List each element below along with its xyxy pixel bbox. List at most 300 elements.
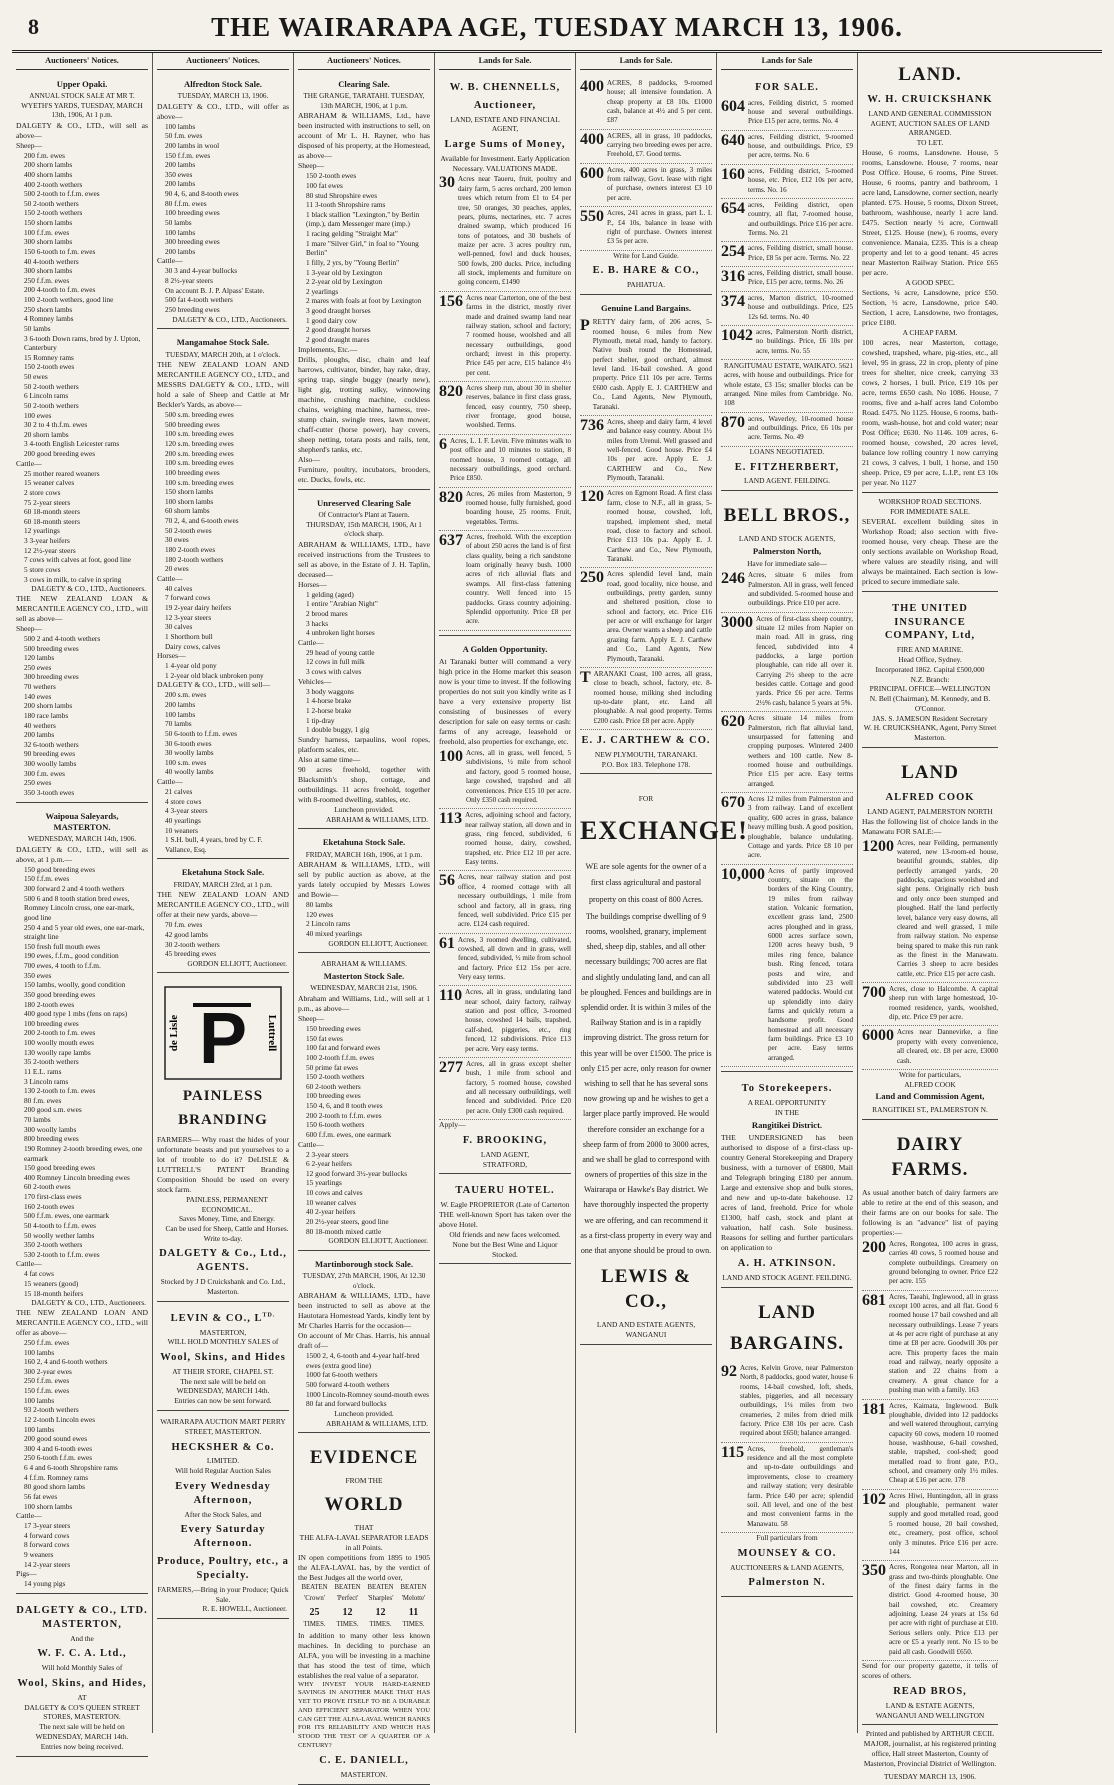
list-item: 500 s.m. breeding ewes: [165, 410, 234, 420]
ad-carthew: [580, 298, 712, 774]
acreage-number: 374: [721, 292, 745, 310]
list-item: 150 f.f.m. ewes: [24, 1386, 70, 1396]
listing-text: Acres, 241 acres in grass, part L. I. P., £4 10s, balance in lease with right of purchase. Owners interest £3 5s per acre.: [607, 209, 712, 246]
ad-alfred-cook: [862, 751, 998, 1120]
ad-text: MASTERTON,: [199, 1327, 247, 1337]
firm-name: W. F. C. A. Ltd.,: [37, 1648, 127, 1660]
list-item: 3 hacks: [306, 618, 329, 628]
land-listing-item: [439, 435, 571, 488]
listing-text: acres, Feilding district, small house. Price, £15 per acre, terms. No. 26: [748, 269, 853, 287]
list-item: 1 2-year old black unbroken pony: [165, 670, 264, 680]
ad-title: Rangitikei District.: [751, 1119, 823, 1130]
ad-subtitle: WEDNESDAY, MARCH 14th, 1906.: [27, 835, 137, 844]
ad-title: Land and Commission Agent,: [875, 1091, 985, 1102]
list-item: 400 2-tooth wethers: [24, 179, 83, 189]
ad-headline: To Storekeepers.: [741, 1083, 833, 1095]
list-item: 2 good draught mares: [306, 334, 370, 344]
ad-body: Send for our property gazette, it tells of scores of others.: [862, 1660, 998, 1680]
ad-signature: GORDON ELLIOTT, Auctioneer.: [187, 958, 287, 968]
page-number: 8: [28, 14, 39, 39]
acreage-number: 110: [439, 987, 463, 1005]
acreage-number: 820: [439, 488, 463, 506]
list-item: 80 18-month mixed cattle: [306, 1226, 382, 1236]
list-item: 50 prime fat ewes: [306, 1062, 359, 1072]
ad-headline: WORLD: [324, 1494, 404, 1516]
section-label: Sheep—: [16, 623, 43, 633]
listing-text: Acres, Taeahi, Inglewood, all in grass except 100 acres, and all flat. Good 6 roomed house 17 bail cowshed and all necessary outbuildings. Lease 7 years at 4s per acre right of purchase at any time at £8 per acre. Goodwill 30s per acre. This property faces the main road and railway, nearly opposite a station and 22 chains from a creamery. A great chance for a pushing man with a family. 163: [889, 1292, 998, 1395]
logo-letter: P: [198, 999, 248, 1080]
item-list: [16, 1338, 148, 1511]
list-item: 100 breeding ewes: [24, 1018, 79, 1028]
list-item: 160 2-tooth ewes: [24, 1201, 75, 1211]
table-cell: TIMES.: [369, 1620, 392, 1628]
ad-eketahuna: [157, 862, 289, 973]
ad-signature: DALGETY & CO., LTD., Auctioneers.: [172, 314, 287, 324]
ad-headline: EXCHANGE!: [580, 816, 748, 846]
ad-title: A Golden Opportunity.: [462, 643, 548, 654]
land-listing-item: [721, 292, 853, 326]
land-listing: [439, 747, 571, 1120]
list-item: 40 yearlings: [165, 815, 201, 825]
list-item: 3 good draught horses: [306, 306, 371, 316]
ad-text: P.O. Box 183. Telephone 178.: [601, 759, 691, 769]
ad-text: The next sale will be held on WEDNESDAY, MARCH 14th.: [176, 1376, 270, 1396]
list-item: 6 Lincoln rams: [24, 391, 69, 401]
list-item: 200 shorn lambs: [24, 701, 73, 711]
ad-text: WANGANUI: [625, 1330, 667, 1340]
list-item: 350 2-tooth wethers: [24, 1240, 83, 1250]
ad-text: None but the Best Wine and Liquor Stocked.: [452, 1239, 558, 1259]
list-item: 10 weaners: [165, 825, 199, 835]
land-listing-item: [721, 326, 853, 360]
land-listing-item: [721, 360, 853, 413]
ad-text: A GOOD SPEC.: [905, 278, 955, 288]
list-item: 2 yearlings: [306, 286, 339, 296]
item-list: [298, 648, 430, 677]
listing-text: Acres, sheep and dairy farm, 4 level and balance easy country. About 1½ miles from Urenui. Well grassed and well-fenced. Good house. Price £4 10s per acre. Apply E. J. CARTHEW and Co., New Plymouth, Taranaki.: [607, 417, 712, 483]
ad-signature: ABRAHAM & WILLIAMS, LTD.: [326, 814, 428, 824]
acreage-number: 102: [862, 1490, 886, 1508]
ad-headline: Wool, Skins, and Hides,: [17, 1678, 147, 1690]
list-item: 300 woolly lambs: [24, 759, 77, 769]
land-listing: [862, 1238, 998, 1661]
land-listing-item: [580, 316, 712, 416]
firm-name: ALFRED COOK: [885, 791, 975, 803]
ad-title: Waipoua Saleyards, MASTERTON.: [45, 810, 119, 832]
list-item: 8 2½-year steers: [165, 276, 214, 286]
list-item: 80 good shorn lambs: [24, 1482, 86, 1492]
land-listing: [439, 173, 571, 630]
section-label: Cattle—: [298, 1139, 324, 1149]
column-4: [435, 53, 576, 1733]
firm-name: A. H. ATKINSON.: [737, 1258, 837, 1270]
list-item: 4 forward cows: [24, 1530, 70, 1540]
column-header: Lands for Sale.: [580, 53, 712, 70]
ad-chennells: [439, 74, 571, 636]
ad-alfredton: [157, 74, 289, 329]
list-item: 300 breeding ewes: [165, 237, 220, 247]
table-cell: TIMES.: [303, 1620, 326, 1628]
list-item: 250 6-tooth f.f.m. ewes: [24, 1453, 93, 1463]
list-item: 30 2-tooth wethers: [165, 939, 220, 949]
land-listing-item: [580, 416, 712, 488]
land-listing-item: [580, 164, 712, 207]
ad-clearing-sale: [298, 74, 430, 490]
ad-body: ABRAHAM & WILLIAMS, LTD., have been instructed to sell as above at the Hautotara Homestead Yards, kindly lent by Mr Charles Harris for the occasion—: [298, 1291, 430, 1331]
ad-intro: DALGETY & CO., LTD., will sell as above—: [16, 120, 148, 140]
ad-text: W. Eagle PROPRIETOR (Late of Carterton: [440, 1200, 570, 1210]
ad-text: THAT: [354, 1523, 374, 1533]
list-item: 4 store cows: [165, 796, 202, 806]
list-item: 180 race lambs: [24, 710, 69, 720]
list-item: 12 2-tooth Lincoln ewes: [24, 1414, 96, 1424]
ad-waipoua-saleyards: [16, 806, 148, 1594]
list-item: 500 breeding ewes: [165, 419, 220, 429]
land-listing-item: [862, 1238, 998, 1291]
ad-signature: GORDON ELLIOTT, Auctioneer.: [328, 1236, 428, 1246]
list-item: 50 lambs: [24, 323, 51, 333]
listing-text: acres, Feilding district, open country, all flat, 7-roomed house, and outbuildings. Price £16 per acre. Terms. No. 21: [748, 200, 853, 237]
acreage-number: 820: [439, 383, 463, 401]
ad-text: Write for particulars,: [899, 1069, 961, 1079]
ad-subtitle: ANNUAL STOCK SALE AT MR T. WYETH'S YARDS, TUESDAY, MARCH 13th, 1906, At 1 p.m.: [21, 92, 143, 120]
list-item: 15 weaners (good): [24, 1279, 79, 1289]
imprint: Printed and published by ARTHUR CECIL MAJOR, journalist, at his registered printing office, Hall street Masterton, County of Masterton, Provincial District of Wellington.: [863, 1729, 997, 1768]
land-listing-item: [721, 242, 853, 267]
ad-text: A CHEAP FARM.: [902, 328, 958, 338]
ad-text: Head Office, Sydney.: [898, 655, 962, 665]
listing-text: Acres, close to Halcombe. A capital sheep run with large homestead, 10-roomed residence, yards, woolshed, dip, etc. Price £9 per acre.: [889, 985, 998, 1022]
item-list: [298, 900, 430, 939]
ad-intro: THE NEW ZEALAND LOAN & MERCANTILE AGENCY CO., LTD., will sell as above—: [16, 593, 148, 623]
list-item: 100 fat and forward ewes: [306, 1043, 381, 1053]
item-list: [157, 410, 289, 574]
list-item: 40 2-year heifers: [306, 1207, 356, 1217]
listing-text: ACRES, 8 paddocks, 9-roomed house; all intensive foundation. A cheap property at £8 10s. £1000 cash, balance at 4½ and 5 per cent. £87: [607, 78, 712, 125]
list-item: 2 Lincoln rams: [306, 919, 351, 929]
acreage-number: 620: [721, 713, 745, 731]
land-listing-item: [721, 712, 853, 793]
ad-headline: Auctioneer,: [473, 99, 537, 111]
list-item: 300 2-year ewes: [24, 1366, 72, 1376]
land-listing-item: [439, 934, 571, 987]
list-item: 500 2-tooth to f.f.m. ewes: [24, 189, 100, 199]
list-item: 150 shorn lambs: [165, 487, 214, 497]
list-item: 170 first-class ewes: [24, 1192, 82, 1202]
list-item: 200 f.m. ewes: [24, 150, 65, 160]
land-listing-item: [862, 1026, 998, 1069]
ad-headline: DAIRY FARMS.: [891, 1133, 969, 1180]
acreage-number: 120: [580, 488, 604, 506]
ad-painless-branding: [157, 976, 289, 1301]
listing-text: Acres, all in grass except shelter bush, 1 mile from school and factory, 5 roomed house, cowshed and all necessary outbuildings, well fenced and subdivided. Price £20 per acre. Only £300 cash required.: [466, 1059, 571, 1115]
section-label: Cattle—: [16, 1259, 42, 1269]
ad-storekeepers: [721, 1075, 853, 1288]
land-listing-item: [862, 837, 998, 983]
table-cell: 12: [375, 1606, 386, 1618]
list-item: 200 2-tooth to f.m. ewes: [24, 1028, 96, 1038]
list-item: 14 2-year steers: [24, 1559, 71, 1569]
acreage-number: 277: [439, 1058, 463, 1076]
list-item: 40 wethers: [24, 720, 56, 730]
land-listing: [721, 97, 853, 447]
land-listing-item: [721, 165, 853, 199]
listing-text: RANGITUMAU ESTATE, WAIKATO. 5621 acres, with house and outbuildings. Price for whole estate, £3 15s; smaller blocks can be arranged. Nine miles from Cambridge. No. 108: [724, 361, 853, 408]
ad-text: LAND, ESTATE AND FINANCIAL AGENT,: [450, 114, 560, 134]
ad-text: MASTERTON.: [340, 1770, 388, 1780]
ad-intro: THE NEW ZEALAND LOAN AND MERCANTILE AGENCY CO., LTD., will offer as above—: [16, 1307, 148, 1337]
acreage-number: 115: [721, 1443, 745, 1461]
acreage-number: 654: [721, 199, 745, 217]
ad-headline: Every Saturday Afternoon.: [180, 1524, 266, 1550]
list-item: 200 good sound ewes: [24, 1434, 88, 1444]
list-item: 3 3-year heifers: [24, 536, 70, 546]
ad-text: TO LET.: [916, 138, 944, 148]
list-item: 40 calves: [165, 583, 193, 593]
masthead: [12, 6, 1102, 53]
table-cell: 11: [408, 1606, 419, 1618]
ad-body: WE are sole agents for the owner of a first class agricultural and pastoral property on this coast of 800 Acres.: [585, 861, 707, 905]
list-item: 100 2-tooth wethers, good line: [24, 295, 114, 305]
firm-name: DALGETY & Co., Ltd., AGENTS.: [159, 1248, 287, 1274]
listing-text: acres, Feilding district, 5 roomed house and several outbuildings. Price £15 per acre, terms. No. 4: [748, 98, 853, 126]
column-6: [717, 53, 858, 1733]
ad-text: FOR IMMEDIATE SALE.: [890, 506, 970, 516]
list-item: Can be used for Sheep, Cattle and Horses.: [165, 1224, 289, 1234]
firm-name: [157, 1312, 289, 1326]
list-item: 4 fat cows: [24, 1269, 54, 1279]
acreage-number: 100: [439, 748, 463, 766]
acreage-number: 56: [439, 872, 455, 890]
listing-text: Acres, 26 miles from Masterton, 9 roomed house, fully furnished, good boarding house, 25 rooms. Fruit, vegetables. Terms.: [466, 489, 571, 526]
list-item: 60 2-tooth wethers: [306, 1081, 361, 1091]
land-listing-item: [580, 568, 712, 668]
list-item: 4 unbroken light horses: [306, 628, 375, 638]
ad-body: IN open competitions from 1895 to 1905 the ALFA-LAVAL has, by the verdict of the Best Judges all the world over,: [298, 1552, 430, 1582]
list-item: 250 shorn lambs: [24, 304, 73, 314]
ad-headline: BRANDING: [178, 1112, 268, 1129]
list-item: 100 lambs: [24, 1347, 55, 1357]
list-item: 180 2-tooth ewes: [165, 544, 216, 554]
ad-text: LAND & ESTATE AGENTS,: [885, 1700, 975, 1710]
list-item: 200 lambs: [165, 160, 196, 170]
list-item: 250 f.f.m. ewes: [24, 1337, 70, 1347]
land-listing-item: [439, 986, 571, 1058]
ad-text: Have for immediate sale—: [747, 559, 827, 569]
listing-text: Acres near Dannevirke, a fine property with every convenience, all cleared, etc. £8 per acre, £3000 cash.: [897, 1028, 998, 1065]
ad-text: FARMERS,—Bring in your Produce; Quick Sale.: [157, 1584, 289, 1604]
list-item: 20 2½-year steers, good line: [306, 1216, 389, 1226]
list-item: 300 4 and 6-tooth ewes: [24, 1443, 93, 1453]
list-item: 93 2-tooth wethers: [24, 1405, 79, 1415]
list-item: 2 3-year steers: [306, 1149, 349, 1159]
list-item: 75 2-year steers: [24, 497, 71, 507]
list-item: 100 lambs: [24, 1424, 55, 1434]
column-header: Auctioneers' Notices.: [16, 53, 148, 70]
ad-bell-bros: [721, 494, 853, 1072]
land-listing-item: [439, 382, 571, 435]
ad-body: Furniture, poultry, incubators, brooders, etc. Ducks, fowls, etc.: [298, 464, 430, 484]
list-item: 12 2½-year steers: [24, 545, 76, 555]
item-list: [157, 122, 289, 257]
listing-text: Acres on Egmont Road. A first class farm, close to N.F., all in grass, 5-roomed house, cowshed, loft, trapshed, implement shed, metal road, close to factory and school. Price £13 10s p.a. Apply E. J. Carthew and Co., New Plymouth, Taranaki.: [607, 489, 712, 563]
ad-text: Available for Investment. Early Application Necessary. VALUATIONS MADE.: [440, 153, 570, 173]
list-item: 100 shorn lambs: [24, 1501, 73, 1511]
ad-text: N.Z. Branch:: [910, 674, 950, 684]
ad-text: Full particulars from: [756, 1532, 818, 1542]
list-item: 120 lambs: [24, 653, 55, 663]
table-cell: 'Perfect': [336, 1594, 359, 1602]
list-item: 100 breeding ewes: [306, 1091, 361, 1101]
section-label: Cattle—: [157, 573, 183, 583]
land-listing-item: [721, 1362, 853, 1443]
land-listing-item: [439, 488, 571, 531]
ad-headline: EVIDENCE: [309, 1447, 419, 1469]
land-listing: [721, 569, 853, 1067]
list-item: 30 2 to 4 th.f.m. ewes: [24, 420, 88, 430]
newspaper-title: THE WAIRARAPA AGE, TUESDAY MARCH 13, 1906.: [211, 12, 903, 42]
acreage-number: 61: [439, 934, 455, 952]
ad-headline: LAND: [901, 761, 959, 783]
list-item: 500 breeding ewes: [24, 643, 79, 653]
list-item: 250 f.f.m. ewes: [24, 1376, 70, 1386]
list-item: 100 woolly mouth ewes: [24, 1038, 94, 1048]
list-item: 350 good breeding ewes: [24, 989, 96, 999]
ad-text: AT: [77, 1692, 87, 1702]
list-item: 1 black stallion "Lexington," by Berlin (imp.), dam Messenger mare (imp.): [306, 209, 420, 229]
acreage-number: P: [580, 317, 590, 335]
list-item: 150 good breeding ewes: [24, 864, 96, 874]
list-item: 50 2-tooth ewes: [165, 525, 212, 535]
list-item: 100 f.f.m. ewes: [24, 227, 70, 237]
section-label: Cattle—: [16, 458, 42, 468]
acreage-number: 550: [580, 208, 604, 226]
list-item: 250 ewes: [24, 778, 52, 788]
list-item: 200 lambs: [24, 730, 55, 740]
list-item: 1 tip-dray: [306, 715, 335, 725]
acreage-number: 1042: [721, 326, 753, 344]
list-item: 140 ewes: [24, 691, 52, 701]
list-item: 7 cows with calves at foot, good line: [24, 555, 131, 565]
firm-name: E. FITZHERBERT,: [734, 461, 840, 473]
section-label: Sheep—: [298, 161, 325, 171]
list-item: 200 lambs in wool: [165, 140, 220, 150]
listing-text: ARANAKI Coast, 100 acres, all grass, close to beach, school, factory, etc. 8-roomed house, milking shed including up-to-date plant, etc. Land all ploughable. A real good property. Terms £200 cash. Price £8 per acre. Apply: [593, 669, 712, 725]
section-label: Cattle—: [157, 256, 183, 266]
list-item: 70 lambs: [165, 719, 192, 729]
ad-subtitle: THE GRANGE, TARATAHI. TUESDAY, 13th MARCH, 1906, at 1 p.m.: [303, 92, 425, 110]
listing-text: Acres, near railway station and post office, 4 roomed cottage with all necessary outbuildings, 1 mile from school and factory, all in grass, ring fenced, well subdivided. Price £15 per acre. £124 cash required.: [458, 873, 571, 929]
item-list: [157, 1195, 289, 1234]
ad-body: Sections, ¼ acre, Lansdowne, price £50. Section, ½ acre, Lansdowne, price £40. Section, 1 acre, Lansdowne, two frontages, price £180.: [862, 287, 998, 328]
column-header: Lands for Sale.: [439, 53, 571, 70]
list-item: 80 lambs: [306, 900, 333, 910]
section-label: Also at same time—: [298, 754, 361, 764]
land-listing-item: [862, 1291, 998, 1400]
item-list: [157, 266, 289, 314]
list-item: 1 2-horse brake: [306, 705, 352, 715]
acreage-number: 870: [721, 413, 745, 431]
ad-body: Has the following list of choice lands in the Manawatu FOR SALE:—: [862, 816, 998, 836]
list-item: 15 Romney rams: [24, 352, 74, 362]
land-listing-item: [439, 1058, 571, 1120]
column-header: Lands for Sale: [721, 53, 853, 70]
list-item: 60 18-month steers: [24, 507, 80, 517]
list-item: 4 Romney lambs: [24, 314, 74, 324]
list-item: 50 woolly wether lambs: [24, 1230, 95, 1240]
list-item: 100 s.m. ewes: [165, 757, 207, 767]
list-item: 1 good dairy cow: [306, 315, 357, 325]
ad-body: THE well-known Sport has taken over the above Hotel.: [439, 1210, 571, 1230]
acreage-number: 637: [439, 532, 463, 550]
list-item: 400 Romney Lincoln breeding ewes: [24, 1172, 130, 1182]
ad-body: House, 6 rooms, Lansdowne. House, 5 rooms, Lansdowne. House, 7 rooms, near Post Office. House, 6 rooms, Pine Street. House, 6 rooms, pantry and bathroom, 1 acre land, Lansdowne, corner section, nearly planted. £75. House, 5 rooms, Dixon Street, bathroom, washhouse, nearly 1 acre land. £475. Section nearly ½ acre, Cornwall Street, £125. House (new), 6 rooms, every convenience. Manaia, £235. This is a cheap property and let to a good tenant. 45 acres near Masterton Railway Station. Price £65 per acre.: [862, 148, 998, 278]
column-1: [12, 53, 153, 1751]
ad-headline: BARGAINS.: [729, 1332, 845, 1354]
ad-text: Old friends and new faces welcomed.: [449, 1230, 561, 1240]
ad-body: 100 acres, near Masterton, cottage, cowshed, trapshed, whare, pig-sties, etc., all level, 95 in grass, 22 in crop, plenty of pine trees for shelter, nice creek, carrying 33 cows, 2 horses, 1 bull. Price, £19 10s per acre, terms £650 cash. No 1086. House, 7 rooms, five and a-half acres land Colombo Road. £475. No 1125. House, 6 rooms, bath-room, wash-house, hot and cold water; near Post Office; £630. No 1146. 109 acres, 6-roomed house, cowshed, 20 acres level, balance low rolling country 1 now carrying 21 cows, 3 calves, 1 bull, 1 horse, and 150 sheep. Price, £9 per acre, L.I.P., rent £3 10s per year. No 1127: [862, 337, 998, 488]
firm-name: DALGETY & CO., LTD. MASTERTON,: [16, 1604, 148, 1630]
ad-body: Abraham and Williams, Ltd., will sell at 1 p.m., as above—: [298, 993, 430, 1013]
ad-text: WORKSHOP ROAD SECTIONS.: [878, 497, 982, 507]
ad-title: Clearing Sale.: [338, 78, 390, 89]
ad-intro: THE NEW ZEALAND LOAN AND MERCANTILE AGENCY CO., LTD., and MESSRS DALGETY & CO., LTD., will hold a sale of Sheep and Cattle at Mr Beckler's Yards, as above—: [157, 360, 289, 410]
listing-text: Acres of first-class sheep country, situate 12 miles from Napier on main road. All in grass, ring fenced, subdivided into 4 paddocks, a large portion ploughable, can ride all over it. Carrying 2½ sheep to the acre besides cattle. Cottage and good yards. Price £6 per acre. Terms 2½% cash, balance 5 years at 5%.: [756, 614, 853, 707]
list-item: 300 breeding ewes: [24, 672, 79, 682]
list-item: 50 f.m. ewes: [165, 131, 203, 141]
ad-signature: ABRAHAM & WILLIAMS, LTD.: [326, 1418, 428, 1428]
ad-text: WANGANUI AND WELLINGTON: [875, 1710, 985, 1720]
ad-text: LAND AGENT,: [480, 1149, 530, 1159]
list-item: 70 f.m. ewes: [165, 920, 203, 930]
list-item: 80 fat and forward bullocks: [306, 1399, 387, 1409]
land-listing-item: [580, 207, 712, 250]
list-item: 15 weaner calves: [24, 478, 75, 488]
ad-text: FROM THE: [345, 1476, 383, 1486]
list-item: 80 f.m. ewes: [24, 1095, 62, 1105]
list-item: 1 filly, 2 yrs, by "Young Berlin": [306, 257, 400, 267]
list-item: 100 ewes: [24, 410, 52, 420]
ad-body: ABRAHAM & WILLIAMS, Ltd., have been instructed with instructions to sell, on account of Mr L. H. Rayner, who has disposed of his property, at the Homestead, as above—: [298, 111, 430, 161]
listing-text: acres, Feilding district, 5-roomed house, etc. Price, £12 10s per acre, terms. No. 16: [748, 166, 853, 194]
list-item: 150 6-tooth to f.m. ewes: [24, 246, 96, 256]
ad-body: In addition to many other less known machines. In deciding to purchase an ALFA, you will be investing in a machine that has stood the test of time, which establishes the real value of a separator.: [298, 1630, 430, 1680]
ad-signature: R. E. HOWELL, Auctioneer.: [202, 1604, 287, 1614]
item-list: [157, 920, 289, 959]
land-listing-item: [721, 97, 853, 131]
ad-text: Write to-day.: [203, 1233, 243, 1243]
list-item: 3 Lincoln rams: [24, 1076, 69, 1086]
item-list: [16, 151, 148, 459]
section-label: Sheep—: [16, 140, 43, 150]
item-list: [16, 634, 148, 798]
ad-headline: Produce, Poultry, etc., a Specialty.: [157, 1556, 289, 1581]
list-item: 530 2-tooth to f.f.m. ewes: [24, 1249, 100, 1259]
ad-unreserved-clearing: [298, 493, 430, 830]
item-list: [157, 584, 289, 651]
list-item: 250 4 and 5 year old ewes, one ear-mark, straight line: [24, 922, 145, 942]
list-item: 60 shorn lambs: [165, 506, 210, 516]
list-item: 100 lambs: [165, 709, 196, 719]
ad-text: WILL HOLD MONTHLY SALES of: [167, 1337, 279, 1347]
ad-text: AUCTIONEERS & LAND AGENTS,: [730, 1562, 844, 1572]
firm-name: W. B. CHENNELLS,: [449, 81, 561, 93]
ad-mounsey: [721, 1291, 853, 1598]
list-item: 11 3-tooth Shropshire rams: [306, 200, 386, 210]
firm-name: BELL BROS.,: [723, 505, 851, 527]
land-listing-item: [862, 1400, 998, 1490]
firm-name: READ BROS,: [893, 1685, 967, 1697]
